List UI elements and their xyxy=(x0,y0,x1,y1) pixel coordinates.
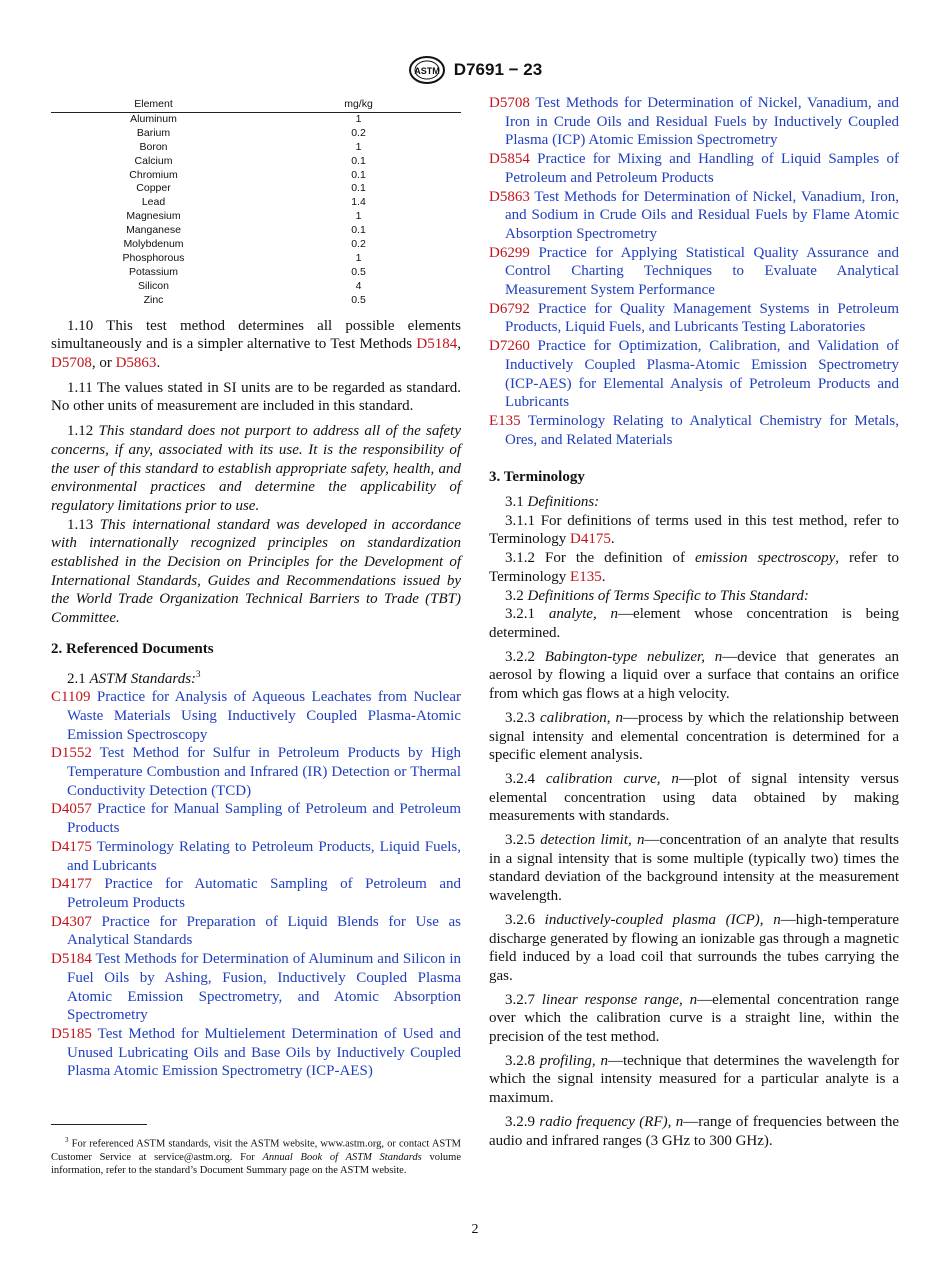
para-3-1: 3.1 Definitions: xyxy=(505,494,600,511)
ref-code-link[interactable]: D1552 xyxy=(51,745,92,762)
table-row xyxy=(51,280,461,294)
element-name-cell: Chromium xyxy=(129,168,178,181)
ref-title-link[interactable]: Practice for Optimization, Calibration, and Validation of Inductively Coupled Plasma-Atomic Emission Spectrometry (ICP-AES) for Elemental Analysis of Petroleum Products and Lubricants xyxy=(505,338,900,411)
element-name-cell: Boron xyxy=(139,140,168,153)
ref-code-link[interactable]: D6299 xyxy=(489,244,530,261)
reference-item xyxy=(51,875,461,912)
table-row xyxy=(51,224,461,238)
reference-item xyxy=(51,838,461,875)
reference-item xyxy=(489,244,899,300)
ref-title-link[interactable]: Test Method for Sulfur in Petroleum Products by High Temperature Combustion and Infrared (IR) Detection or Thermal Conductivity Detection (TCD) xyxy=(67,745,461,799)
para-1-11: 1.11 The values stated in SI units are to be regarded as standard. No other units of measurement are included in this standard. xyxy=(51,379,461,415)
ref-code-link[interactable]: D4307 xyxy=(51,913,92,930)
mgkg-value-cell: 0.5 xyxy=(351,265,366,278)
page-number: 2 xyxy=(471,1222,479,1237)
element-name-cell: Phosphorous xyxy=(122,251,185,264)
reference-item xyxy=(489,94,899,150)
ref-code-link[interactable]: D5708 xyxy=(489,95,530,111)
ref-title-link[interactable]: Test Methods for Determination of Nickel, Vanadium, Iron, and Sodium in Crude Oils and Residual Fuels by Flame Atomic Absorption Spectrometry xyxy=(505,188,899,242)
ref-title-link[interactable]: Practice for Automatic Sampling of Petroleum and Petroleum Products xyxy=(67,876,461,911)
definition-item: 3.2.6 inductively-coupled plasma (ICP), n—high-temperature discharge generated by flowing an ionizable gas through a magnetic field induced by a load coil that surrounds the tubes carrying the gas. xyxy=(489,911,899,984)
definition-item: 3.2.7 linear response range, n—elemental concentration range over which the calibration curve is a straight line, within the precision of the test method. xyxy=(489,991,899,1046)
definition-item: 3.2.9 radio frequency (RF), n—range of frequencies between the audio and infrared ranges (3 GHz to 300 GHz). xyxy=(489,1113,900,1149)
element-name-cell: Manganese xyxy=(126,224,181,237)
reference-item xyxy=(489,337,899,412)
ref-title-link[interactable]: Test Method for Multielement Determination of Used and Unused Lubricating Oils and Base Oils by Inductively Coupled Plasma Atomic Emission Spectrometry (ICP-AES) xyxy=(67,1025,461,1080)
element-name-cell: Copper xyxy=(136,182,171,195)
mgkg-value-cell: 0.1 xyxy=(351,154,366,167)
reference-item xyxy=(489,188,899,244)
table-row xyxy=(51,127,461,141)
element-name-cell: Zinc xyxy=(143,293,164,306)
mgkg-value-cell: 1 xyxy=(355,251,362,264)
table-row xyxy=(51,210,461,224)
mgkg-value-cell: 4 xyxy=(355,279,362,292)
ref-code-link[interactable]: D7260 xyxy=(489,338,530,355)
ref-code-link[interactable]: D4175 xyxy=(51,838,92,855)
ref-code-link[interactable]: D4057 xyxy=(51,801,92,818)
para-1-10: 1.10 This test method determines all possible elements simultaneously and is a simpler alternative to Test Methods D5184, D5708, or D5863. xyxy=(51,317,461,371)
reference-item xyxy=(51,913,461,950)
element-name-cell: Molybdenum xyxy=(123,238,184,251)
para-3-1-2: 3.1.2 For the definition of emission spectroscopy, refer to Terminology E135. xyxy=(489,550,899,585)
referenced-documents-list xyxy=(51,688,461,1081)
footnote-divider xyxy=(51,1124,147,1125)
ref-title-link[interactable]: Practice for Quality Management Systems in Petroleum Products, Liquid Fuels, and Lubricants Testing Laboratories xyxy=(505,300,900,336)
para-1-12: 1.12 This standard does not purport to address all of the safety concerns, if any, associated with its use. It is the responsibility of the user of this standard to establish appropriate safety, health, and environmental practices and determine the applicability of regulatory limitations prior to use. xyxy=(51,423,462,514)
ref-code-link[interactable]: D6792 xyxy=(489,300,530,317)
astm-logo xyxy=(408,55,446,85)
ref-title-link[interactable]: Terminology Relating to Petroleum Products, Liquid Fuels, and Lubricants xyxy=(67,838,462,874)
mgkg-value-cell: 1 xyxy=(355,112,362,125)
definition-item: 3.2.4 calibration curve, n—plot of signal intensity versus elemental concentration using data obtained by making measurements with standards. xyxy=(489,770,900,825)
definition-item: 3.2.1 analyte, n—element whose concentration is being determined. xyxy=(489,606,900,641)
ref-title-link[interactable]: Terminology Relating to Analytical Chemistry for Metals, Ores, and Related Materials xyxy=(505,412,899,448)
mgkg-value-cell: 1 xyxy=(355,210,362,223)
reference-item xyxy=(489,412,899,449)
table-header-mgkg: mg/kg xyxy=(256,98,461,112)
ref-link[interactable]: E135 xyxy=(570,568,602,585)
element-name-cell: Magnesium xyxy=(126,210,181,223)
table-row xyxy=(51,294,461,308)
table-row xyxy=(51,238,461,252)
reference-item xyxy=(51,744,461,800)
ref-title-link[interactable]: Practice for Manual Sampling of Petroleum and Petroleum Products xyxy=(67,801,461,837)
mgkg-value-cell: 1 xyxy=(355,140,362,153)
ref-link[interactable]: D5184 xyxy=(416,336,458,353)
table-row xyxy=(51,182,461,196)
para-3-2: 3.2 Definitions of Terms Specific to This Standard: xyxy=(505,587,809,604)
reference-item xyxy=(489,300,899,337)
definition-item: 3.2.8 profiling, n—technique that determines the wavelength for which the signal intensity measured for a particular analyte is a maximum. xyxy=(489,1052,899,1107)
section-3-heading: 3. Terminology xyxy=(489,469,585,486)
definitions-list xyxy=(489,605,899,1150)
mgkg-value-cell: 0.5 xyxy=(351,293,366,306)
mgkg-value-cell: 0.1 xyxy=(351,224,366,237)
referenced-documents-list-cont xyxy=(489,94,899,449)
mgkg-value-cell: 1.4 xyxy=(351,196,366,209)
ref-code-link[interactable]: C1109 xyxy=(51,689,91,706)
element-name-cell: Aluminum xyxy=(130,112,177,125)
svg-text:ASTM: ASTM xyxy=(414,66,440,76)
ref-title-link[interactable]: Test Methods for Determination of Nickel, Vanadium, and Iron in Crude Oils and Residual Fuels by Inductively Coupled Plasma (ICP) Atomic Emission Spectrometry xyxy=(505,95,900,149)
definition-item: 3.2.5 detection limit, n—concentration of an analyte that results in a signal intensity that is some multiple (typically two) times the standard deviation of the background intensity at the measurement wavelength. xyxy=(489,832,900,905)
ref-code-link[interactable]: D5185 xyxy=(51,1025,92,1042)
ref-code-link[interactable]: D4177 xyxy=(51,876,92,893)
table-row xyxy=(51,169,461,183)
para-1-13: 1.13 This international standard was developed in accordance with internationally recognized principles on standardization established in the Decision on Principles for the Development of International Standards, Guides and Recommendations issued by the World Trade Organization Technical Barriers to Trade (TBT) Committee. xyxy=(51,516,462,627)
mgkg-value-cell: 0.2 xyxy=(351,238,366,251)
reference-item xyxy=(51,688,461,744)
element-table xyxy=(51,98,461,308)
ref-code-link[interactable]: D5863 xyxy=(489,188,530,205)
para-2-1: 2.1 ASTM Standards:$^3$ xyxy=(67,668,201,687)
mgkg-value-cell: 0.1 xyxy=(351,182,366,195)
definition-item: 3.2.3 calibration, n—process by which the relationship between signal intensity and elemental concentration is determined for a specific element analysis. xyxy=(489,709,899,764)
ref-code-link[interactable]: E135 xyxy=(489,412,521,429)
element-table-body xyxy=(51,112,461,307)
table-row xyxy=(51,141,461,155)
right-column xyxy=(489,94,899,1150)
ref-title-link[interactable]: Test Methods for Determination of Aluminum and Silicon in Fuel Oils by Ashing, Fusion, Inductively Coupled Plasma Atomic Emission Spectrometry, and Atomic Absorption Spectrometry xyxy=(67,951,462,1024)
reference-item xyxy=(51,1025,461,1081)
reference-item xyxy=(51,800,461,837)
reference-item xyxy=(489,150,899,187)
ref-code-link[interactable]: D5184 xyxy=(51,951,92,968)
mgkg-value-cell: 0.2 xyxy=(351,126,366,139)
table-row xyxy=(51,155,461,169)
footnote: $^3$ For referenced ASTM standards, visit the ASTM website, www.astm.org, or contact ASTM Customer Service at service@astm.org. For Annual Book of ASTM Standards volume information, refer to the standard’s Document Summary page on the ASTM website. xyxy=(51,1136,461,1176)
document-id: D7691 − 23 xyxy=(453,60,543,79)
element-name-cell: Calcium xyxy=(134,154,173,167)
ref-link[interactable]: D5708 xyxy=(51,355,92,371)
table-row xyxy=(51,196,461,210)
table-row xyxy=(51,266,461,280)
ref-title-link[interactable]: Practice for Mixing and Handling of Liquid Samples of Petroleum and Petroleum Products xyxy=(505,151,899,186)
ref-title-link[interactable]: Practice for Analysis of Aqueous Leachates from Nuclear Waste Materials Using Inductively Coupled Plasma-Atomic Emission Spectroscopy xyxy=(67,689,461,743)
element-name-cell: Barium xyxy=(136,126,171,139)
ref-title-link[interactable]: Practice for Preparation of Liquid Blends for Use as Analytical Standards xyxy=(67,913,461,949)
ref-title-link[interactable]: Practice for Applying Statistical Quality Assurance and Control Charting Techniques to Evaluate Analytical Measurement System Performance xyxy=(505,244,900,299)
para-3-1-1: 3.1.1 For definitions of terms used in this test method, refer to Terminology D4175. xyxy=(489,512,899,548)
table-row xyxy=(51,112,461,126)
table-row xyxy=(51,252,461,266)
reference-item xyxy=(51,950,461,1025)
table-header-element: Element xyxy=(51,98,256,112)
section-2-heading: 2. Referenced Documents xyxy=(51,640,214,657)
element-name-cell: Silicon xyxy=(138,279,169,292)
ref-link[interactable]: D4175 xyxy=(570,531,611,548)
left-column xyxy=(51,98,462,1176)
mgkg-value-cell: 0.1 xyxy=(351,168,366,181)
definition-item: 3.2.2 Babington-type nebulizer, n—device that generates an aerosol by flowing a liquid over a surface that contains an orifice from which gas flows at a high velocity. xyxy=(489,648,899,703)
element-name-cell: Potassium xyxy=(128,265,179,278)
page-header xyxy=(0,55,950,90)
ref-link[interactable]: D5863 xyxy=(115,355,157,371)
ref-code-link[interactable]: D5854 xyxy=(489,151,530,168)
element-name-cell: Lead xyxy=(141,196,166,209)
